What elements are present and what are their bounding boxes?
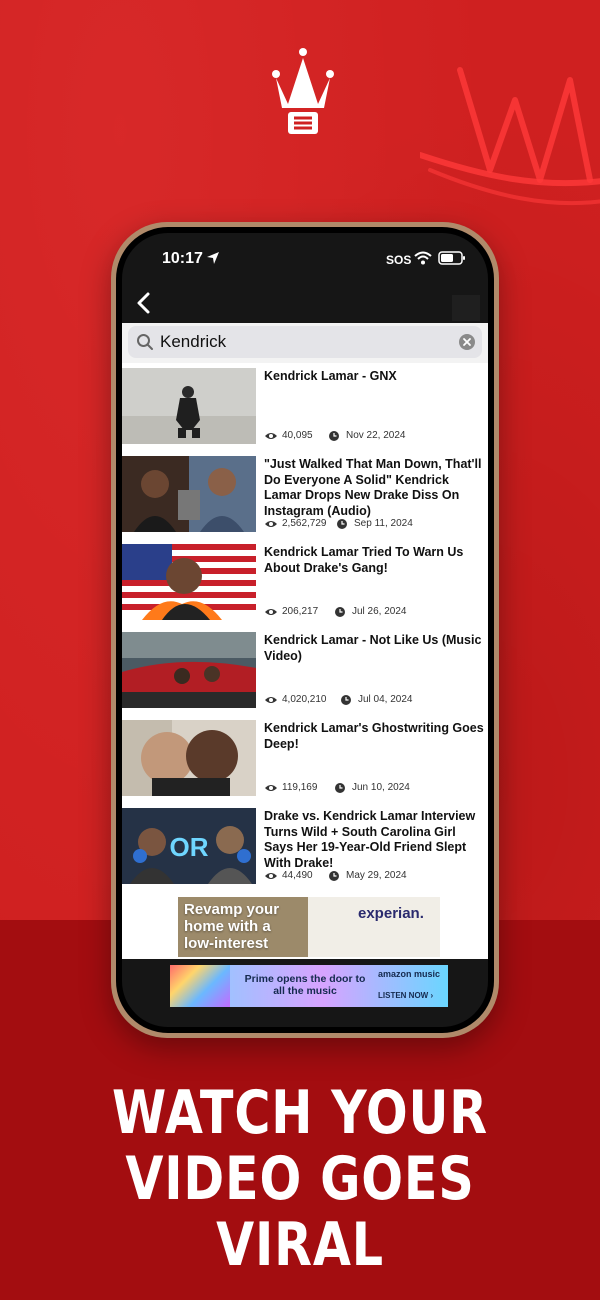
app-screen [122,233,488,1027]
views-label: 40,095 [282,430,313,441]
views-label: 119,169 [282,782,318,793]
status-sos: SOS [386,253,412,267]
views-label: 4,020,210 [282,694,327,705]
crown-scribble-icon [420,30,600,220]
video-row[interactable] [122,456,488,544]
banner-album-art [170,965,230,1007]
battery-icon [438,251,466,265]
date-label: Jun 10, 2024 [352,782,410,793]
tagline-line2: VIDEO GOES VIRAL [125,1144,475,1280]
video-thumbnail [122,368,256,444]
phone-bezel [116,227,494,1033]
clock-icon [334,782,348,794]
video-thumbnail [122,456,256,532]
video-title: Kendrick Lamar's Ghostwriting Goes Deep! [264,721,484,751]
clock-icon [328,870,342,882]
video-title: Drake vs. Kendrick Lamar Interview Turns Wild + South Carolina Girl Says Her 19-Year-Old Friend Slept With Drake! [264,809,476,870]
eye-icon [264,606,278,618]
phone-frame [111,222,499,1038]
search-bar [122,323,488,363]
nav-bar [122,283,488,327]
date-label: May 29, 2024 [346,870,407,881]
worldstar-logo-icon [268,46,338,138]
video-title: Kendrick Lamar - Not Like Us (Music Video) [264,633,482,663]
views-label: 206,217 [282,606,319,617]
clock-icon [340,694,354,706]
ad-headline: Revamp your home with a low-interest [184,901,280,952]
clock-icon [328,430,342,442]
inline-ad[interactable] [178,897,440,957]
video-thumbnail [122,632,256,708]
location-arrow-icon [206,251,220,265]
views-label: 44,490 [282,870,313,881]
date-label: Jul 04, 2024 [358,694,413,705]
video-row[interactable] [122,368,488,456]
banner-headline: Prime opens the door to all the music [244,973,366,997]
video-row[interactable] [122,632,488,720]
search-icon [136,333,154,351]
video-title: Kendrick Lamar Tried To Warn Us About Drake's Gang! [264,545,464,575]
svg-text:OR: OR [169,832,209,862]
views-label: 2,562,729 [282,518,327,529]
date-label: Sep 11, 2024 [354,518,413,529]
video-title: Kendrick Lamar - GNX [264,369,397,383]
video-thumbnail [122,544,256,620]
eye-icon [264,782,278,794]
date-label: Nov 22, 2024 [346,430,406,441]
eye-icon [264,694,278,706]
eye-icon [264,430,278,442]
video-thumbnail [122,720,256,796]
banner-cta: LISTEN NOW › [378,991,434,1000]
banner-ad[interactable] [170,965,448,1007]
date-label: Jul 26, 2024 [352,606,407,617]
search-input[interactable] [160,330,450,354]
status-bar [122,233,488,283]
banner-brand: amazon music [378,969,441,979]
eye-icon [264,518,278,530]
back-chevron-icon[interactable] [134,291,154,315]
video-thumbnail [122,808,256,884]
video-row[interactable] [122,808,488,896]
nav-placeholder [452,295,480,321]
video-row[interactable] [122,720,488,808]
video-title: "Just Walked That Man Down, That'll Do Everyone A Solid" Kendrick Lamar Drops New Drake Diss On Instagram (Audio) [264,457,482,518]
wifi-icon [414,251,432,265]
video-row[interactable] [122,544,488,632]
clear-icon[interactable] [458,333,476,351]
video-list [122,363,488,959]
tagline [54,1080,546,1278]
clock-icon [336,518,350,530]
tagline-line1: WATCH YOUR [111,1078,489,1148]
status-time: 10:17 [162,250,203,267]
clock-icon [334,606,348,618]
ad-brand: experian. [358,905,424,922]
search-box[interactable] [128,326,482,358]
eye-icon [264,870,278,882]
